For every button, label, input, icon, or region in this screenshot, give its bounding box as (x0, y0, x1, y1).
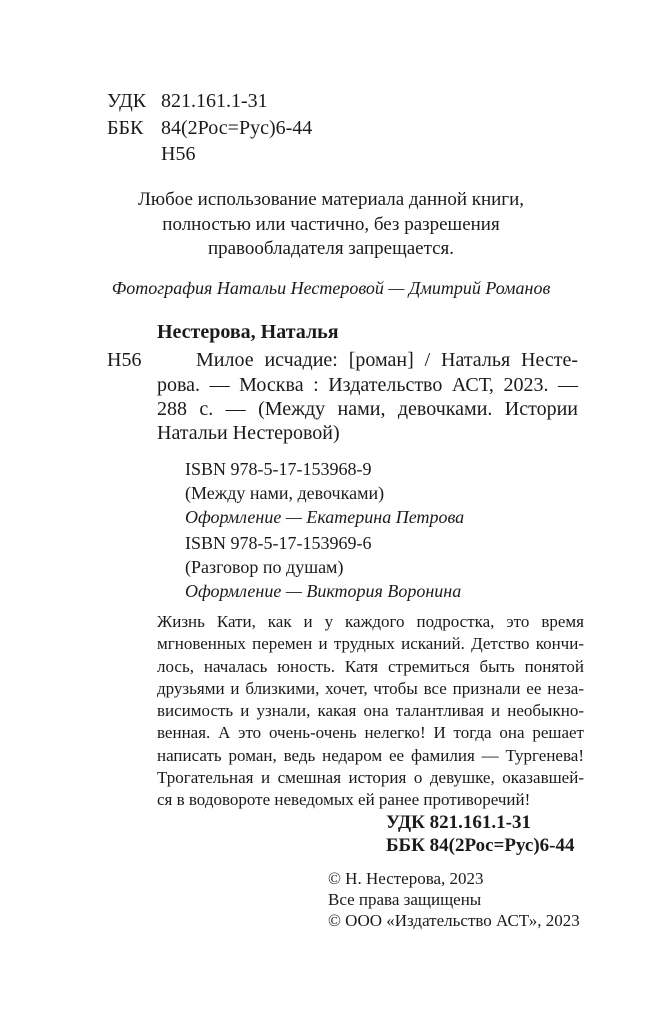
bib-description-line: Натальи Нестеровой) (157, 422, 340, 444)
copyright-line: © Н. Нестерова, 2023 (328, 869, 484, 888)
author-heading: Нестерова, Наталья (157, 321, 339, 343)
annotation-line: мгновенных перемен и трудных исканий. Детство кончи- (157, 634, 584, 653)
bib-description-line: рова. — Москва : Издательство АСТ, 2023. — (157, 374, 578, 396)
isbn: ISBN 978-5-17-153968-9 (185, 459, 372, 479)
udk-label: УДК (107, 90, 147, 112)
udk-value: 821.161.1-31 (161, 90, 268, 112)
design-credit: Оформление — Виктория Воронина (185, 581, 462, 601)
copyright-notice-line: правообладателя запрещается. (207, 238, 455, 259)
bbk-label: ББК (107, 117, 144, 139)
bib-description-line: 288 с. — (Между нами, девочками. Истории (157, 398, 578, 420)
copyright-line: © ООО «Издательство АСТ», 2023 (328, 911, 580, 930)
annotation-line: друзьями и близкими, хочет, чтобы все признали ее неза- (157, 679, 584, 698)
copyright-notice-line: Любое использование материала данной книги, (137, 189, 525, 210)
bbk-line (107, 117, 312, 140)
copyright-notice-line: полностью или частично, без разрешения (162, 214, 500, 235)
copyright-line: Все права защищены (328, 890, 482, 909)
bib-description-line: Милое исчадие: [роман] / Наталья Несте- (196, 349, 578, 371)
photo-credit: Фотография Натальи Нестеровой — Дмитрий Романов (111, 278, 551, 298)
author-mark: Н56 (107, 349, 142, 371)
footer-udk: УДК 821.161.1-31 (386, 812, 531, 833)
annotation-line: висимость и узнали, какая она талантливая и необыкно- (157, 701, 584, 720)
footer-bbk: ББК 84(2Рос=Рус)6-44 (386, 835, 575, 856)
series: (Между нами, девочками) (185, 483, 385, 503)
annotation-line: ся в водовороте неведомых ей ранее противоречий! (157, 790, 531, 809)
annotation-line: Трогательная и смешная история о девушке, оказавшей- (157, 768, 584, 787)
author-mark-top: Н56 (161, 143, 196, 165)
udk-line (107, 90, 268, 113)
isbn: ISBN 978-5-17-153969-6 (185, 533, 372, 553)
annotation-line: венная. А это очень-очень нелегко! И тогда она решает (157, 723, 584, 742)
design-credit: Оформление — Екатерина Петрова (185, 507, 465, 527)
annotation-line: лось, началась юность. Катя стремиться быть понятой (157, 657, 584, 676)
bbk-value: 84(2Рос=Рус)6-44 (161, 117, 313, 139)
series: (Разговор по душам) (185, 557, 344, 577)
annotation-line: Жизнь Кати, как и у каждого подростка, это время (157, 612, 584, 631)
annotation-line: написать роман, ведь недаром ее фамилия — Тургенева! (157, 746, 584, 765)
